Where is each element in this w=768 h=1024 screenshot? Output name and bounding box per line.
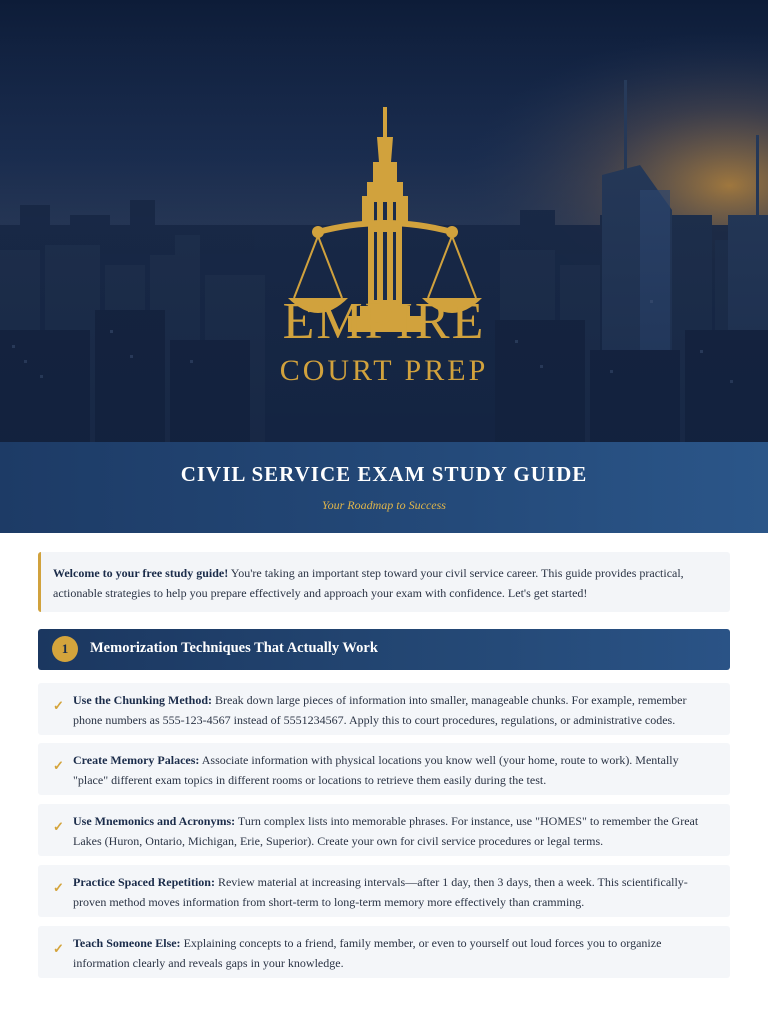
tip-text: Break down large pieces of information into smaller, manageable chunks. For example, remember phone numbers as 555-123-4567 instead of 5551234567. Apply this to court procedures, regulations, or administrative codes.: [73, 693, 687, 727]
list-item: [38, 804, 730, 856]
section-header: [38, 629, 730, 670]
section-number-badge: 1: [52, 636, 78, 662]
list-item: [38, 926, 730, 978]
brand-tagline: COURT PREP: [279, 354, 489, 387]
tip-title: Create Memory Palaces:: [73, 753, 200, 767]
checkmark-icon: ✓: [53, 880, 64, 895]
tip-text: Explaining concepts to a friend, family member, or even to yourself out loud forces you to organize information clearly and reveals gaps in your knowledge.: [73, 936, 662, 970]
list-item: [38, 865, 730, 917]
hero-banner: [0, 0, 768, 442]
intro-lead: Welcome to your free study guide!: [53, 566, 229, 580]
page-subtitle: Your Roadmap to Success: [322, 498, 446, 512]
checkmark-icon: ✓: [53, 941, 64, 956]
tip-text: Associate information with physical locations you know well (your home, route to work). Mentally "place" different exam topics in different rooms or locations to retrieve them easily during the test.: [73, 753, 679, 787]
tip-title: Practice Spaced Repetition:: [73, 875, 215, 889]
list-item: [38, 743, 730, 795]
checkmark-icon: ✓: [53, 758, 64, 773]
tip-title: Use Mnemonics and Acronyms:: [73, 814, 236, 828]
checkmark-icon: ✓: [53, 819, 64, 834]
title-band: [0, 442, 768, 533]
section-title: Memorization Techniques That Actually Work: [90, 640, 378, 656]
brand-name: EMPIRE: [282, 293, 486, 350]
checkmark-icon: ✓: [53, 698, 64, 713]
tip-title: Use the Chunking Method:: [73, 693, 213, 707]
page-title: CIVIL SERVICE EXAM STUDY GUIDE: [180, 462, 588, 486]
intro-callout: [38, 552, 730, 612]
intro-text: You're taking an important step toward your civil service career. This guide provides practical, actionable strategies to help you prepare effectively and approach your exam with confidence. Let's get started!: [53, 566, 684, 600]
tip-text: Review material at increasing intervals—after 1 day, then 3 days, then a week. This scientifically-proven method moves information from short-term to long-term memory more effectively than cramming.: [73, 875, 688, 909]
tip-text: Turn complex lists into memorable phrases. For instance, use "HOMES" to remember the Great Lakes (Huron, Ontario, Michigan, Erie, Superior). Create your own for civil service procedures or legal terms.: [73, 814, 699, 848]
list-item: [38, 683, 730, 735]
tip-title: Teach Someone Else:: [73, 936, 181, 950]
